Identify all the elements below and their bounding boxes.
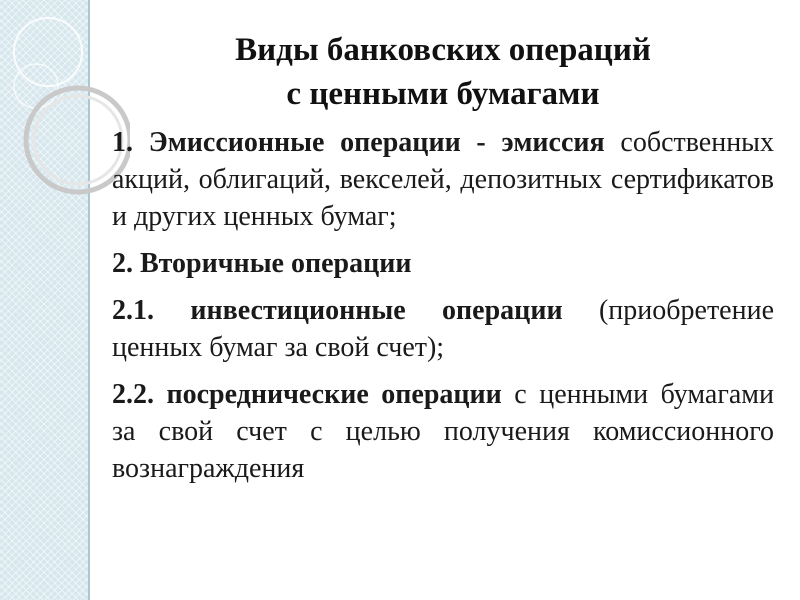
item-emission-text: собственных акций, облигаций, векселей, депозитных сертификатов и других ценных бумаг; <box>112 127 774 232</box>
item-intermediary-heading: 2.2. посреднические операции <box>112 379 502 410</box>
item-secondary-heading: 2. Вторичные операции <box>112 248 412 279</box>
slide-title-line-2: с ценными бумагами <box>286 76 600 112</box>
item-secondary-operations <box>112 245 774 282</box>
slide-title <box>112 28 774 116</box>
item-intermediary-text: с ценными бумагами за свой счет с целью получения комиссионного вознаграждения <box>112 379 774 484</box>
item-emission-heading: 1. Эмиссионные операции - эмиссия <box>112 127 605 158</box>
item-investment-text: (приобретение ценных бумаг за свой счет); <box>112 295 775 363</box>
item-intermediary-operations <box>112 376 774 487</box>
item-investment-heading: 2.1. инвестиционные операции <box>112 295 563 326</box>
item-emission-operations <box>112 124 774 235</box>
slide-title-line-1: Виды банковских операций <box>235 32 651 68</box>
slide-content <box>112 28 774 497</box>
side-decor-band <box>0 0 88 600</box>
item-investment-operations <box>112 292 774 366</box>
side-band-edge <box>88 0 90 600</box>
